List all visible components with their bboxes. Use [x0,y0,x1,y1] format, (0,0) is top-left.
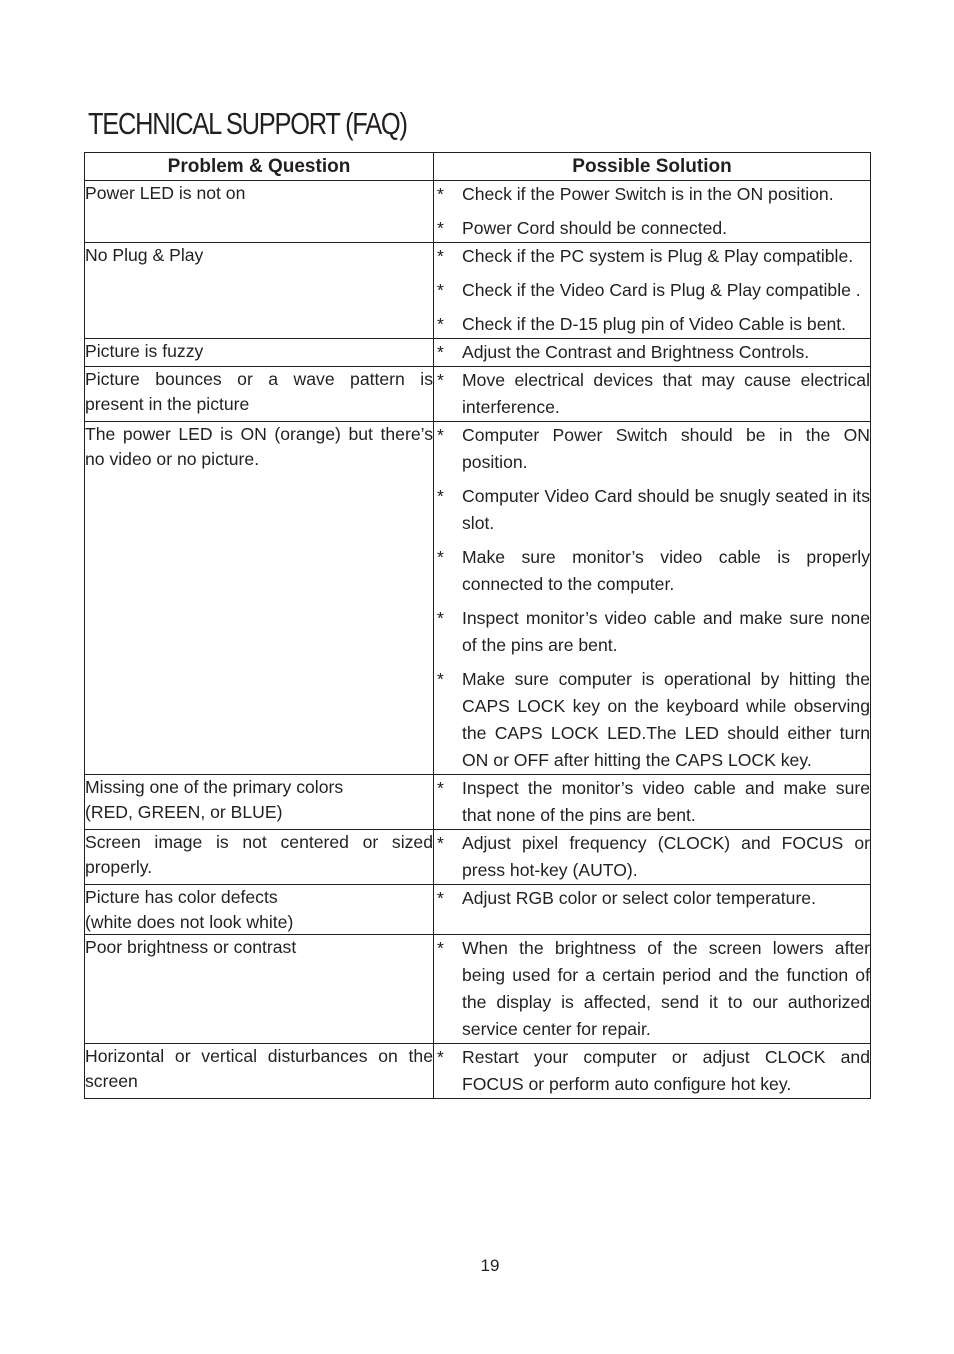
problem-cell [85,830,434,885]
bullet-asterisk: * [437,1047,444,1067]
solution-item [434,181,870,208]
solution-item [434,422,870,476]
solution-text: Inspect the monitor’s video cable and make sure that none of the pins are bent. [462,778,870,825]
problem-text: Picture bounces or a wave pattern is present in the picture [85,369,433,414]
solution-item [434,775,870,829]
problem-cell [85,367,434,422]
solution-item [434,666,870,774]
bullet-asterisk: * [437,370,444,390]
problem-cell [85,339,434,367]
solution-cell [434,1044,871,1099]
solution-text: Computer Power Switch should be in the ON position. [462,425,870,472]
table-row [85,181,871,243]
bullet-asterisk: * [437,218,444,238]
solution-item [434,885,870,912]
problem-text: The power LED is ON (orange) but there’s no video or no picture. [85,424,433,469]
solution-text: Restart your computer or adjust CLOCK and FOCUS or perform auto configure hot key. [462,1047,870,1094]
solution-text: Check if the PC system is Plug & Play compatible. [462,246,854,266]
solution-item [434,830,870,884]
solution-item [434,311,870,338]
table-row [85,243,871,339]
problem-text: Picture has color defects (white does not look white) [85,887,294,932]
solution-text: Check if the Video Card is Plug & Play compatible . [462,280,861,300]
problem-cell [85,1044,434,1099]
solution-cell [434,367,871,422]
solution-cell [434,339,871,367]
solution-text: Check if the D-15 plug pin of Video Cable is bent. [462,314,847,334]
problem-cell [85,775,434,830]
solution-cell [434,422,871,775]
problem-cell [85,243,434,339]
bullet-asterisk: * [437,314,444,334]
problem-text: No Plug & Play [85,245,204,265]
solution-cell [434,885,871,935]
table-header-row [85,153,871,181]
problem-text: Screen image is not centered or sized properly. [85,832,433,877]
solution-item [434,277,870,304]
table-row [85,935,871,1044]
bullet-asterisk: * [437,425,444,445]
table-row [85,1044,871,1099]
problem-text: Horizontal or vertical disturbances on the screen [85,1046,433,1091]
solution-item [434,339,870,366]
table-row [85,775,871,830]
table-row [85,339,871,367]
solution-item [434,605,870,659]
problem-text: Missing one of the primary colors (RED, GREEN, or BLUE) [85,777,344,822]
page-number: 19 [480,1256,500,1275]
problem-text: Poor brightness or contrast [85,937,297,957]
solution-text: Make sure computer is operational by hitting the CAPS LOCK key on the keyboard while observing the CAPS LOCK LED.The LED should either turn ON or OFF after hitting the CAPS LOCK key. [462,669,870,770]
faq-table-body [85,181,871,1099]
bullet-asterisk: * [437,833,444,853]
column-header-solution: Possible Solution [434,153,871,181]
bullet-asterisk: * [437,246,444,266]
solution-cell [434,775,871,830]
table-row [85,830,871,885]
bullet-asterisk: * [437,669,444,689]
problem-cell [85,935,434,1044]
table-row [85,367,871,422]
solution-item [434,367,870,421]
problem-text: Power LED is not on [85,183,246,203]
solution-text: Check if the Power Switch is in the ON position. [462,184,834,204]
column-header-problem: Problem & Question [85,153,434,181]
solution-item [434,1044,870,1098]
solution-text: Computer Video Card should be snugly seated in its slot. [462,486,870,533]
table-row [85,422,871,775]
solution-text: Move electrical devices that may cause electrical interference. [462,370,870,417]
solution-text: Inspect monitor’s video cable and make sure none of the pins are bent. [462,608,870,655]
bullet-asterisk: * [437,938,444,958]
bullet-asterisk: * [437,778,444,798]
solution-cell [434,181,871,243]
solution-text: Adjust pixel frequency (CLOCK) and FOCUS or press hot-key (AUTO). [462,833,870,880]
solution-text: Make sure monitor’s video cable is properly connected to the computer. [462,547,870,594]
table-row [85,885,871,935]
solution-text: When the brightness of the screen lowers after being used for a certain period and the function of the display is affected, send it to our authorized service center for repair. [462,938,870,1039]
faq-table [84,152,871,1099]
bullet-asterisk: * [437,608,444,628]
solution-item [434,544,870,598]
solution-item [434,935,870,1043]
problem-cell [85,181,434,243]
bullet-asterisk: * [437,486,444,506]
solution-text: Adjust the Contrast and Brightness Controls. [462,342,810,362]
solution-cell [434,243,871,339]
bullet-asterisk: * [437,184,444,204]
solution-text: Adjust RGB color or select color temperature. [462,888,816,908]
solution-item [434,243,870,270]
bullet-asterisk: * [437,280,444,300]
problem-cell [85,885,434,935]
solution-cell [434,935,871,1044]
solution-item [434,215,870,242]
solution-item [434,483,870,537]
bullet-asterisk: * [437,547,444,567]
problem-text: Picture is fuzzy [85,341,204,361]
bullet-asterisk: * [437,888,444,908]
page-title: TECHNICAL SUPPORT (FAQ) [88,106,407,141]
solution-text: Power Cord should be connected. [462,218,728,238]
bullet-asterisk: * [437,342,444,362]
solution-cell [434,830,871,885]
problem-cell [85,422,434,775]
